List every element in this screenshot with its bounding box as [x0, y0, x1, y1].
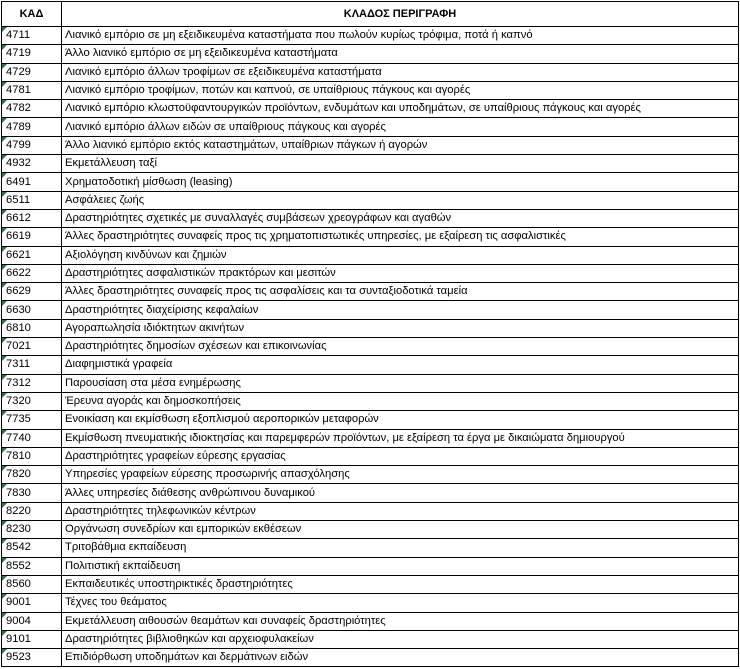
kad-code-cell[interactable]: 8560 [2, 575, 62, 593]
description-cell[interactable]: Χρηματοδοτική μίσθωση (leasing) [62, 173, 739, 191]
kad-code-cell[interactable]: 4789 [2, 118, 62, 136]
table-row [2, 612, 739, 630]
description-cell[interactable]: Άλλο λιανικό εμπόριο εκτός καταστημάτων, υπαίθριων πάγκων ή αγορών [62, 136, 739, 154]
description-cell[interactable]: Διαφημιστικά γραφεία [62, 356, 739, 374]
description-cell[interactable]: Άλλες υπηρεσίες διάθεσης ανθρώπινου δυναμικού [62, 484, 739, 502]
description-cell[interactable]: Οργάνωση συνεδρίων και εμπορικών εκθέσεων [62, 521, 739, 539]
table-row [2, 466, 739, 484]
table-row [2, 173, 739, 191]
kad-code-cell[interactable]: 9004 [2, 612, 62, 630]
kad-code-cell[interactable]: 6630 [2, 301, 62, 319]
kad-code-cell[interactable]: 7810 [2, 447, 62, 465]
description-cell[interactable]: Εκμετάλλευση αιθουσών θεαμάτων και συναφείς δραστηριότητες [62, 612, 739, 630]
kad-code-cell[interactable]: 7312 [2, 374, 62, 392]
table-row [2, 155, 739, 173]
kad-code-cell[interactable]: 6622 [2, 264, 62, 282]
header-row [2, 2, 739, 27]
header-code[interactable]: ΚΑΔ [2, 2, 62, 27]
table-row [2, 283, 739, 301]
table-row [2, 338, 739, 356]
description-cell[interactable]: Δραστηριότητες ασφαλιστικών πρακτόρων και μεσιτών [62, 264, 739, 282]
kad-code-cell[interactable]: 7740 [2, 429, 62, 447]
table-row [2, 319, 739, 337]
description-cell[interactable]: Τριτοβάθμια εκπαίδευση [62, 539, 739, 557]
description-cell[interactable]: Λιανικό εμπόριο τροφίμων, ποτών και καπνού, σε υπαίθριους πάγκους και αγορές [62, 81, 739, 99]
description-cell[interactable]: Παρουσίαση στα μέσα ενημέρωσης [62, 374, 739, 392]
table-row [2, 27, 739, 45]
description-cell[interactable]: Δραστηριότητες σχετικές με συναλλαγές συμβάσεων χρεογράφων και αγαθών [62, 209, 739, 227]
table-row [2, 100, 739, 118]
description-cell[interactable]: Λιανικό εμπόριο κλωστοϋφαντουργικών προϊόντων, ενδυμάτων και υποδημάτων, σε υπαίθριους πάγκους και αγορές [62, 100, 739, 118]
table-row [2, 191, 739, 209]
table-row [2, 136, 739, 154]
kad-code-cell[interactable]: 8230 [2, 521, 62, 539]
header-description[interactable]: ΚΛΑΔΟΣ ΠΕΡΙΓΡΑΦΗ [62, 2, 739, 27]
table-body [2, 27, 739, 667]
kad-code-cell[interactable]: 8552 [2, 557, 62, 575]
table-row [2, 63, 739, 81]
description-cell[interactable]: Αγοραπωλησία ιδιόκτητων ακινήτων [62, 319, 739, 337]
description-cell[interactable]: Εκμίσθωση πνευματικής ιδιοκτησίας και παρεμφερών προϊόντων, με εξαίρεση τα έργα με δικαιώματα δημιουργού [62, 429, 739, 447]
table-row [2, 502, 739, 520]
table-row [2, 447, 739, 465]
table-row [2, 649, 739, 667]
description-cell[interactable]: Υπηρεσίες γραφείων εύρεσης προσωρινής απασχόλησης [62, 466, 739, 484]
table-row [2, 374, 739, 392]
table-row [2, 539, 739, 557]
kad-code-cell[interactable]: 7311 [2, 356, 62, 374]
table-row [2, 118, 739, 136]
description-cell[interactable]: Τέχνες του θεάματος [62, 594, 739, 612]
kad-code-cell[interactable]: 7320 [2, 392, 62, 410]
description-cell[interactable]: Δραστηριότητες βιβλιοθηκών και αρχειοφυλακείων [62, 630, 739, 648]
description-cell[interactable]: Δραστηριότητες γραφείων εύρεσης εργασίας [62, 447, 739, 465]
table-row [2, 557, 739, 575]
description-cell[interactable]: Επιδιόρθωση υποδημάτων και δερμάτινων ειδών [62, 649, 739, 667]
description-cell[interactable]: Λιανικό εμπόριο σε μη εξειδικευμένα καταστήματα που πωλούν κυρίως τρόφιμα, ποτά ή καπνό [62, 27, 739, 45]
kad-code-cell[interactable]: 6619 [2, 228, 62, 246]
kad-code-cell[interactable]: 9523 [2, 649, 62, 667]
table-row [2, 429, 739, 447]
table-row [2, 228, 739, 246]
kad-code-cell[interactable]: 4781 [2, 81, 62, 99]
table-row [2, 594, 739, 612]
kad-code-cell[interactable]: 4932 [2, 155, 62, 173]
kad-code-cell[interactable]: 4782 [2, 100, 62, 118]
kad-code-cell[interactable]: 6810 [2, 319, 62, 337]
kad-code-cell[interactable]: 9101 [2, 630, 62, 648]
kad-code-cell[interactable]: 4799 [2, 136, 62, 154]
table-row [2, 411, 739, 429]
description-cell[interactable]: Άλλες δραστηριότητες συναφείς προς τις ασφαλίσεις και τα συνταξιοδοτικά ταμεία [62, 283, 739, 301]
table-row [2, 301, 739, 319]
table-row [2, 630, 739, 648]
kad-code-cell[interactable]: 8542 [2, 539, 62, 557]
description-cell[interactable]: Αξιολόγηση κινδύνων και ζημιών [62, 246, 739, 264]
kad-code-cell[interactable]: 6629 [2, 283, 62, 301]
kad-code-cell[interactable]: 7830 [2, 484, 62, 502]
description-cell[interactable]: Λιανικό εμπόριο άλλων ειδών σε υπαίθριους πάγκους και αγορές [62, 118, 739, 136]
description-cell[interactable]: Εκπαιδευτικές υποστηρικτικές δραστηριότητες [62, 575, 739, 593]
description-cell[interactable]: Πολιτιστική εκπαίδευση [62, 557, 739, 575]
kad-code-cell[interactable]: 8220 [2, 502, 62, 520]
kad-code-cell[interactable]: 7735 [2, 411, 62, 429]
kad-table [1, 1, 739, 667]
description-cell[interactable]: Ενοικίαση και εκμίσθωση εξοπλισμού αεροπορικών μεταφορών [62, 411, 739, 429]
table-row [2, 45, 739, 63]
table-row [2, 81, 739, 99]
description-cell[interactable]: Άλλο λιανικό εμπόριο σε μη εξειδικευμένα καταστήματα [62, 45, 739, 63]
table-row [2, 484, 739, 502]
description-cell[interactable]: Δραστηριότητες τηλεφωνικών κέντρων [62, 502, 739, 520]
kad-code-cell[interactable]: 6491 [2, 173, 62, 191]
description-cell[interactable]: Εκμετάλλευση ταξί [62, 155, 739, 173]
table-row [2, 209, 739, 227]
kad-code-cell[interactable]: 4719 [2, 45, 62, 63]
kad-code-cell[interactable]: 6612 [2, 209, 62, 227]
table-row [2, 356, 739, 374]
kad-code-cell[interactable]: 7021 [2, 338, 62, 356]
kad-code-cell[interactable]: 9001 [2, 594, 62, 612]
kad-code-cell[interactable]: 4711 [2, 27, 62, 45]
table-row [2, 246, 739, 264]
kad-code-cell[interactable]: 6621 [2, 246, 62, 264]
table-row [2, 521, 739, 539]
description-cell[interactable]: Δραστηριότητες διαχείρισης κεφαλαίων [62, 301, 739, 319]
description-cell[interactable]: Άλλες δραστηριότητες συναφείς προς τις χρηματοπιστωτικές υπηρεσίες, με εξαίρεση τις ασφαλιστικές [62, 228, 739, 246]
description-cell[interactable]: Λιανικό εμπόριο άλλων τροφίμων σε εξειδικευμένα καταστήματα [62, 63, 739, 81]
description-cell[interactable]: Δραστηριότητες δημοσίων σχέσεων και επικοινωνίας [62, 338, 739, 356]
description-cell[interactable]: Ασφάλειες ζωής [62, 191, 739, 209]
table-row [2, 264, 739, 282]
description-cell[interactable]: Έρευνα αγοράς και δημοσκοπήσεις [62, 392, 739, 410]
table-row [2, 392, 739, 410]
table-row [2, 575, 739, 593]
kad-code-cell[interactable]: 6511 [2, 191, 62, 209]
kad-code-cell[interactable]: 7820 [2, 466, 62, 484]
kad-code-cell[interactable]: 4729 [2, 63, 62, 81]
